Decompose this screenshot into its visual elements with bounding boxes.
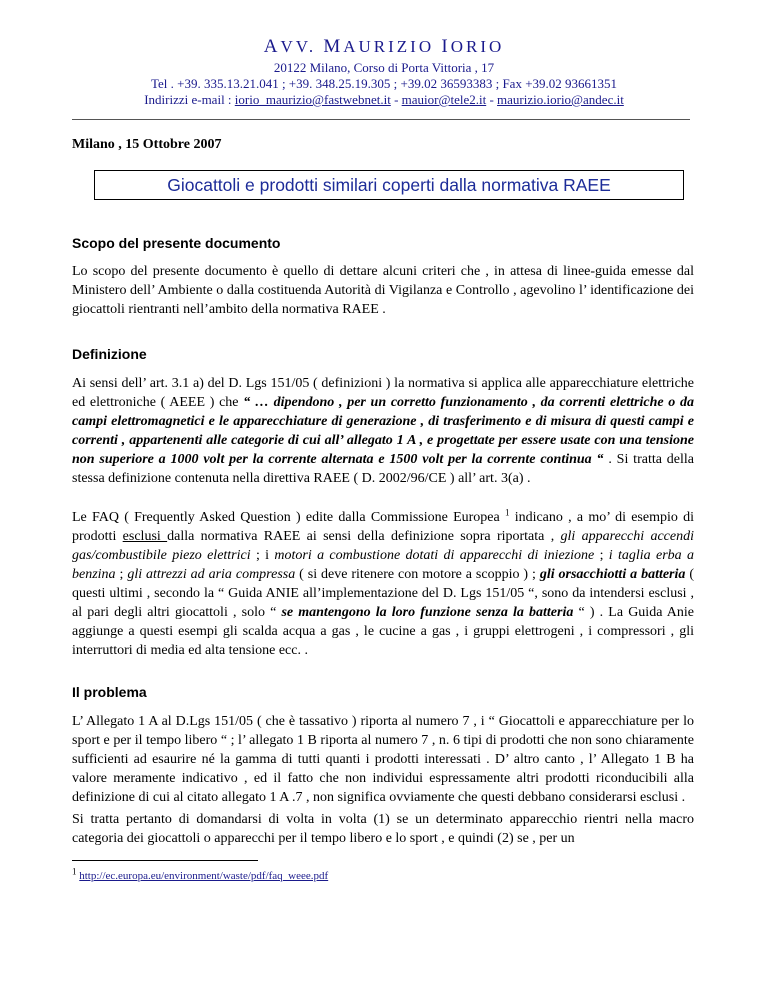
name-initial: I (441, 36, 451, 57)
text-run: gli attrezzi ad aria compressa (127, 567, 296, 582)
text-run: Ai sensi dell’ art. 3.1 a) del D. Lgs 151/05 ( definizioni ) la normativa si applica alle apparecchiature elettriche ed elettroniche ( AEEE ) che (72, 376, 694, 410)
name-part: AURIZIO (343, 37, 442, 56)
text-run: gli apparecchi accendi gas/combustibile piezo elettrici (72, 529, 694, 563)
title-box (94, 170, 684, 200)
section-heading-scope: Scopo del presente documento (72, 235, 281, 251)
paragraph-definition-1 (72, 374, 694, 488)
paragraph-scope: Lo scopo del presente documento è quello di dettare alcuni criteri che , in attesa di linee-guida emesse dal Ministero dell’ Ambiente o dalla costituenda Autorità di Vigilanza e Controllo , agevolino l’ identificazione dei giocattoli rientranti nell’ambito della normativa RAEE . (72, 264, 694, 317)
name-initial: A (263, 36, 281, 57)
paragraph-problem-2: Si tratta pertanto di domandarsi di volta in volta (1) se un determinato apparecchio rientri nella macro categoria dei giocattoli o apparecchi per il tempo libero e lo sport , e quindi (2) se , per un (72, 812, 694, 846)
text-run: ; (115, 567, 128, 582)
text-run: ( si deve ritenere con motore a scoppio ) ; (295, 567, 540, 582)
letterhead-phones: Tel . +39. 335.13.21.041 ; +39. 348.25.19.305 ; +39.02 36593383 ; Fax +39.02 93661351 (150, 76, 618, 91)
letterhead-address: 20122 Milano, Corso di Porta Vittoria , 17 (273, 60, 495, 75)
name-initial: M (323, 36, 344, 57)
document-title: Giocattoli e prodotti similari coperti dalla normativa RAEE (167, 175, 611, 195)
footnote-ref[interactable]: 1 (504, 507, 510, 518)
text-run: ( questi ultimi , secondo la “ Guida ANIE all’implementazione del D. Lgs 151/05 “, sono da intendersi esclusi , al pari degli altri giocattoli , solo “ (72, 567, 694, 620)
footnote-divider (72, 860, 258, 861)
text-run: i taglia erba a benzina (72, 548, 694, 582)
quoted-definition: “ … dipendono , per un corretto funzionamento , da correnti elettriche o da campi elettromagnetici e le apparecchiature di generazione , di trasferimento e di misura di questi campi e correnti , appartenenti alle categorie di cui all’ allegato 1 A , e progettate per essere usate con una tensione non superiore a 1000 volt per la corrente alternata e 1500 volt per la corrente continua “ (72, 395, 694, 467)
header-divider (72, 119, 690, 120)
text-run: indicano , a mo’ di esempio di prodotti (72, 510, 694, 544)
text-run: ; (594, 548, 609, 563)
document-date: Milano , 15 Ottobre 2007 (72, 137, 222, 152)
name-part: ORIO (450, 37, 505, 56)
email-link[interactable]: maurizio.iorio@andec.it (497, 92, 624, 107)
text-run: . Si tratta della stessa definizione contenuta nella direttiva RAEE ( D. 2002/96/CE ) all’ art. 3(a) . (72, 452, 694, 486)
text-run: motori a combustione dotati di apparecchi di iniezione (274, 548, 595, 563)
text-run: ; i (250, 548, 275, 563)
paragraph-problem-1: L’ Allegato 1 A al D.Lgs 151/05 ( che è tassativo ) riporta al numero 7 , i “ Giocattoli e apparecchiature per lo sport e per il tempo libero “ ; l’ allegato 1 B riporta al numero 7 , n. 6 tipi di prodotti che non sono chiaramente sufficienti ad esaurire né la gamma di tutti quanti i prodotti interessati . D’ altro canto , l’ Allegato 1 B ha valore meramente indicativo , ed il fatto che non individui espressamente altri prodotti riconducibili alla definizione di cui al citato allegato 1 A .7 , non significa ovviamente che questi debbano considerarsi esclusi . (72, 714, 694, 805)
letterhead-name (0, 36, 768, 58)
text-run: “ ) . La Guida Anie aggiunge a questi esempi gli scalda acqua a gas , le cucine a gas , i gruppi elettrogeni , i compressori , gli interruttori di media ed alta tensione ecc. . (72, 605, 694, 658)
paragraph-definition-2 (72, 508, 694, 660)
footnote (72, 866, 329, 882)
footnote-link[interactable]: http://ec.europa.eu/environment/waste/pdf/faq_weee.pdf (79, 870, 329, 882)
letterhead-emails (0, 92, 768, 108)
section-heading-definition: Definizione (72, 346, 147, 362)
text-run: esclusi (122, 529, 168, 544)
email-link[interactable]: iorio_maurizio@fastwebnet.it (234, 92, 391, 107)
footnote-number: 1 (72, 866, 77, 877)
text-run: dalla normativa RAEE ai sensi della definizione sopra riportata , (167, 529, 561, 544)
email-label: Indirizzi e-mail : (144, 92, 235, 107)
email-link[interactable]: mauior@tele2.it (401, 92, 487, 107)
text-run: gli orsacchiotti a batteria (539, 567, 686, 582)
email-separator: - (486, 92, 498, 107)
name-part: VV. (280, 37, 324, 56)
text-run: se mantengono la loro funzione senza la batteria (281, 605, 574, 620)
email-separator: - (390, 92, 402, 107)
section-heading-problem: Il problema (72, 684, 147, 700)
text-run: Le FAQ ( Frequently Asked Question ) edite dalla Commissione Europea (72, 510, 505, 525)
